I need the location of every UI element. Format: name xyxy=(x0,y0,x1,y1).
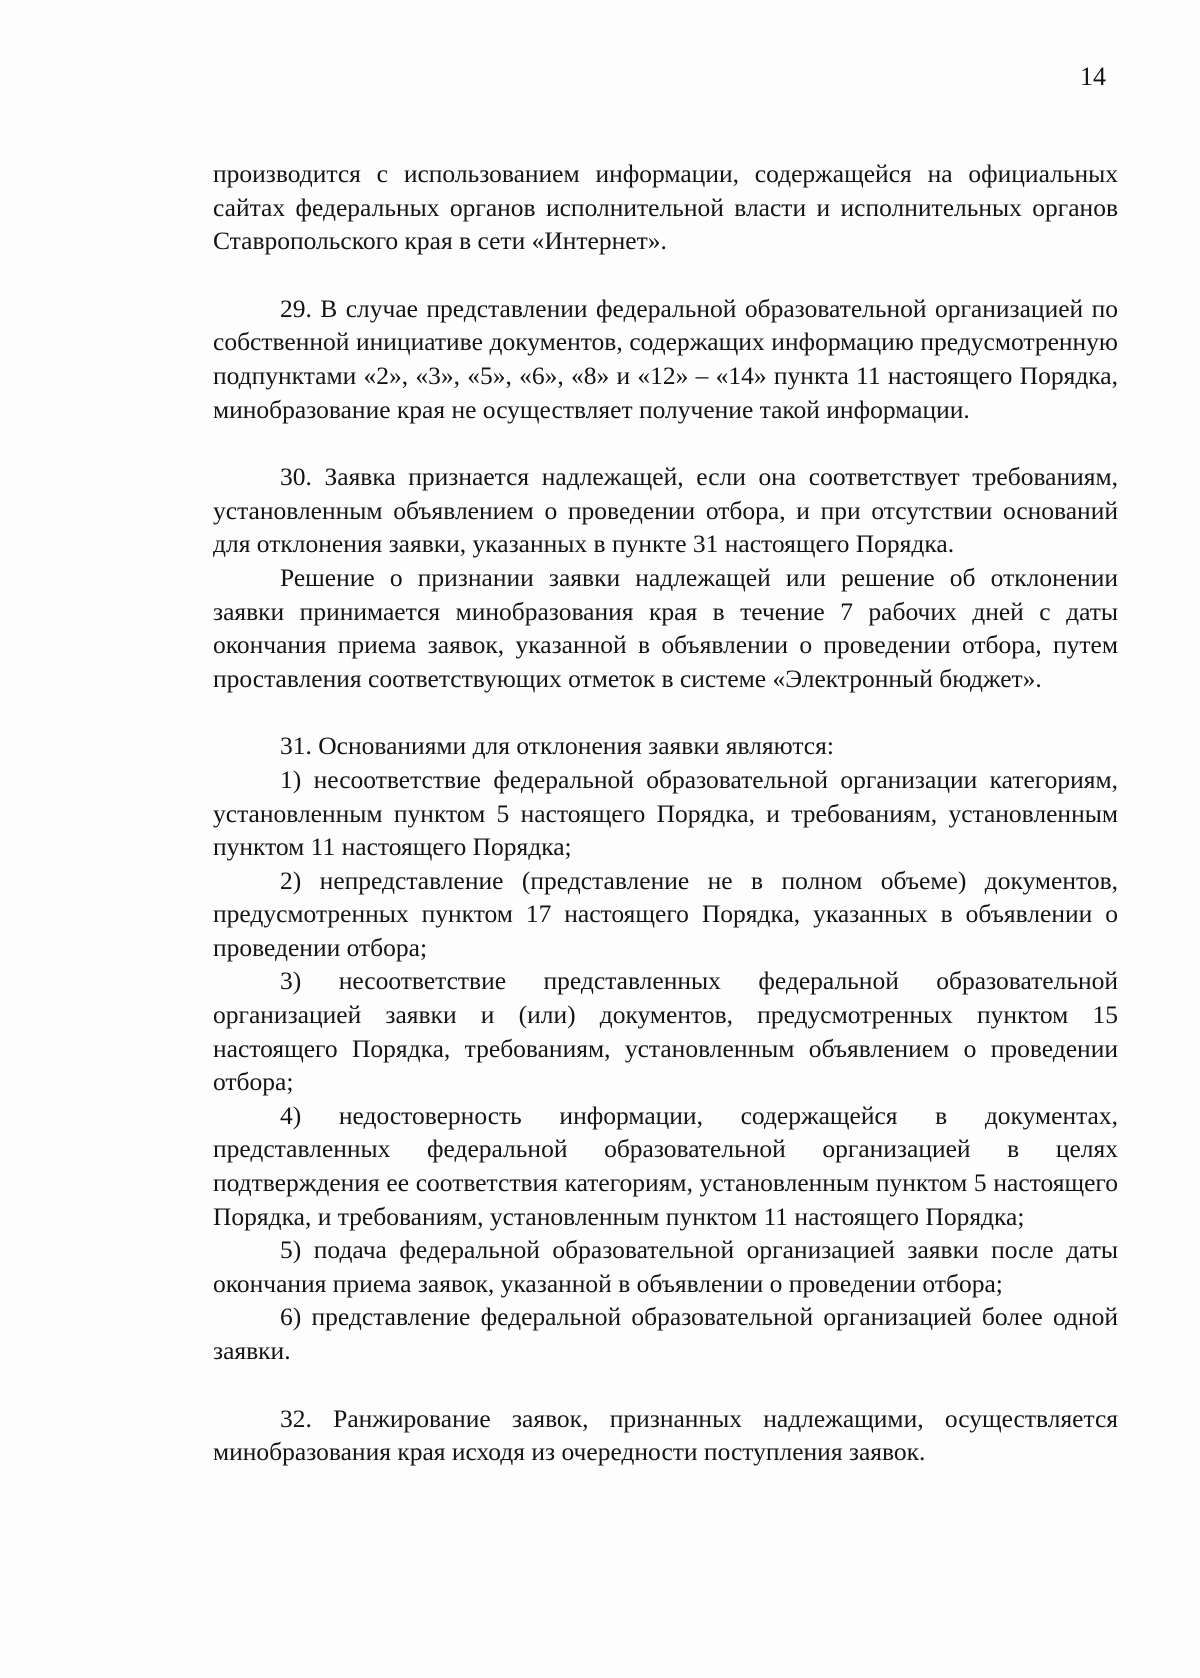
paragraph-31-item-1: 1) несоответствие федеральной образовательной организации категориям, установленным пунктом 5 настоящего Порядка, и требованиям, установленным пунктом 11 настоящего Порядка; xyxy=(213,764,1118,862)
paragraph-29: 29. В случае представлении федеральной образовательной организацией по собственной инициативе документов, содержащих информацию предусмотренную подпунктами «2», «3», «5», «6», «8» и «12» – «14» пункта 11 настоящего Порядка, минобразование края не осуществляет получение такой информации. xyxy=(213,293,1118,424)
paragraph-31: 31. Основаниями для отклонения заявки являются: xyxy=(280,731,834,761)
paragraph-31-item-5: 5) подача федеральной образовательной организацией заявки после даты окончания приема заявок, указанной в объявлении о проведении отбора; xyxy=(213,1235,1118,1298)
paragraph-31-item-3: 3) несоответствие представленных федеральной образовательной организацией заявки и (или) документов, предусмотренных пунктом 15 настоящего Порядка, требованиям, установленным объявлением о проведении отбора; xyxy=(213,966,1118,1097)
paragraph-32: 32. Ранжирование заявок, признанных надлежащими, осуществляется минобразования края исходя из очередности поступления заявок. xyxy=(213,1403,1118,1467)
paragraph-31-item-2: 2) непредставление (представление не в полном объеме) документов, предусмотренных пунктом 17 настоящего Порядка, указанных в объявлении о проведении отбора; xyxy=(213,865,1118,962)
paragraph-31-item-4: 4) недостоверность информации, содержащейся в документах, представленных федеральной образовательной организацией в целях подтверждения ее соответствия категориям, установленным пунктом 5 настоящего Порядка, и требованиям, установленным пунктом 11 настоящего Порядка; xyxy=(213,1100,1118,1231)
document-body xyxy=(213,157,1118,1469)
paragraph-31-item-6: 6) представление федеральной образовательной организацией более одной заявки. xyxy=(213,1302,1118,1365)
paragraph-30-decision: Решение о признании заявки надлежащей или решение об отклонении заявки принимается минобразования края в течение 7 рабочих дней с даты окончания приема заявок, указанной в объявлении о проведении отбора, путем проставления соответствующих отметок в системе «Электронный бюджет». xyxy=(213,562,1118,693)
paragraph-30: 30. Заявка признается надлежащей, если она соответствует требованиям, установленным объявлением о проведении отбора, и при отсутствии оснований для отклонения заявки, указанных в пункте 31 настоящего Порядка. xyxy=(213,462,1118,559)
page-number: 14 xyxy=(1080,62,1106,91)
paragraph-continuation: производится с использованием информации, содержащейся на официальных сайтах федеральных органов исполнительной власти и исполнительных органов Ставропольского края в сети «Интернет». xyxy=(213,159,1118,256)
